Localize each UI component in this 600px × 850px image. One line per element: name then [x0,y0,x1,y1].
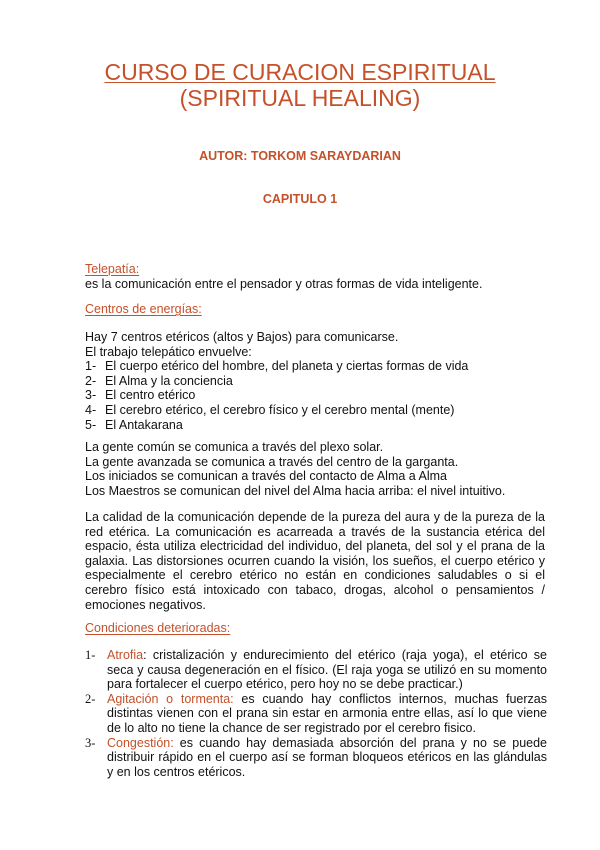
list-item: 2- Agitación o tormenta: es cuando hay conflictos internos, muchas fuerzas distintas vienen con el prana sin estar en armonia entre ellas, así lo que viene de lo alto no tiene la chance de ser registrado por el cerebro fisico. [85,691,547,735]
communication-levels [85,440,545,498]
section-telepatia [85,262,545,291]
chapter-heading: CAPITULO 1 [262,192,338,206]
centros-intro-2: El trabajo telepático envuelve: [85,344,252,359]
condiciones-heading: Condiciones deterioradas: [85,621,231,635]
list-item: 4- El cerebro etérico, el cerebro físico y el cerebro mental (mente) [85,402,455,417]
condiciones-list [85,648,547,779]
condition-term: Congestión: [107,735,174,750]
section-centros [85,302,545,317]
list-item: 3- Congestión: es cuando hay demasiada absorción del prana y no se puede distribuir rápido en el cuerpo así se forman bloqueos etéricos en las glándulas y en los centros etéricos. [85,735,547,779]
centros-intro: Hay 7 centros etéricos (altos y Bajos) para comunicarse. [85,330,399,344]
level-line: Los Maestros se comunican del nivel del Alma hacia arriba: el nivel intuitivo. [85,483,506,498]
level-line: La gente común se comunica a través del plexo solar. [85,440,384,454]
centros-list-block [85,330,545,432]
list-item: 1- El cuerpo etérico del hombre, del planeta y ciertas formas de vida [85,359,469,374]
list-item: 1- Atrofia: cristalización y endurecimiento del etérico (raja yoga), el etérico se seca y causa degeneración en el físico. (El raja yoga se utilizó en su momento para fortalecer el cuerpo etérico, pero hoy no se debe practicar.) [85,648,547,692]
condition-term: Agitación o tormenta: [107,691,234,706]
author-line: AUTOR: TORKOM SARAYDARIAN [199,149,401,163]
level-line: La gente avanzada se comunica a través del centro de la garganta. [85,454,459,469]
list-item: 3- El centro etérico [85,388,196,403]
section-condiciones [85,621,545,636]
condition-term: Atrofia [107,648,144,662]
list-item: 5- El Antakarana [85,417,183,432]
telepatia-definition: es la comunicación entre el pensador y otras formas de vida inteligente. [85,276,483,291]
list-item: 2- El Alma y la conciencia [85,373,233,388]
level-line: Los iniciados se comunican a través del contacto de Alma a Alma [85,469,448,484]
telepatia-heading: Telepatía: [85,262,140,276]
centros-heading: Centros de energías: [85,302,202,316]
communication-paragraph: La calidad de la comunicación depende de la pureza del aura y de la pureza de la red etérica. La comunicación es acarreada a través de la sustancia etérica del espacio, ésta utiliza electricidad del individuo, del planeta, del sol y el prana de la galaxia. Las distorsiones ocurren cuando la visión, los sueños, el cuerpo etérico y especialmente el cerebro etérico no están en condiciones saludables o si el cerebro físico está intoxicado con tabaco, drogas, alcohol o pensamientos / emociones negativos. [85,510,545,612]
document-title: CURSO DE CURACION ESPIRITUAL [104,59,496,85]
document-subtitle: (SPIRITUAL HEALING) [179,85,421,111]
